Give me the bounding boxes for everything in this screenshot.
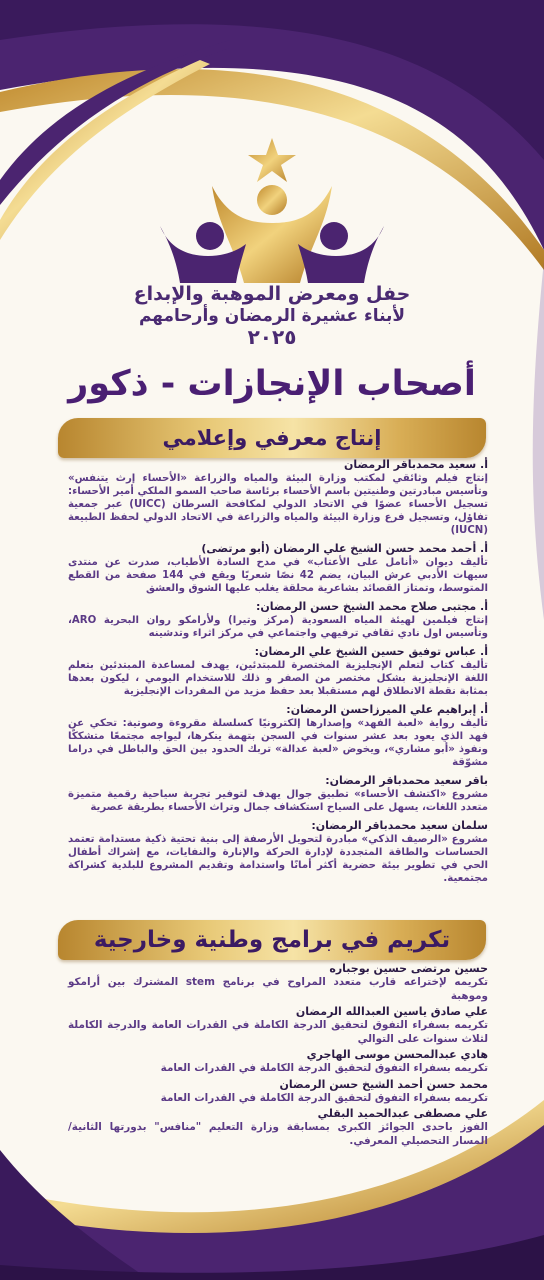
entry-name: حسين مرتضى حسين بوجباره bbox=[329, 962, 488, 975]
people-with-star-logo bbox=[150, 128, 395, 288]
section2-ribbon bbox=[58, 920, 486, 960]
entry-text: الفوز باحدى الجوائز الكبرى بمسابقة وزارة التعليم "منافس" بدورتها الثانية/ المسار التحصيلي المعرفي. bbox=[68, 1121, 488, 1147]
entry-text: تكريمه بسفراء التفوق لتحقيق الدرجة الكاملة في القدرات العامة bbox=[160, 1091, 488, 1104]
entry-text: تكريمه لإختراعه قارب متعدد المراوح في برنامج stem المشترك بين أرامكو وموهبة bbox=[68, 976, 488, 1002]
section2-title: تكريم في برامج وطنية وخارجية bbox=[93, 927, 451, 953]
section2-list bbox=[68, 962, 488, 1150]
list-item bbox=[68, 542, 488, 595]
list-item bbox=[68, 1048, 488, 1076]
left-person-head bbox=[196, 222, 224, 250]
list-item bbox=[68, 819, 488, 885]
entry-text: تأليف رواية «لعبة الفهد» وإصدارها إلكترونيًا كسلسلة مقروءة وصوتية: تحكي عن فهد الذي يعود بعد عشر سنوات في السجن بتهمة ينكرها، ليواجه مجتمعًا متشككًا ونفوذ «أبو مشاري»، ويخوض «لعبة عدالة» تربك الحدود بين الحق والباطل في دراما مشوّقة bbox=[68, 718, 488, 768]
entry-text: تأليف كتاب لتعلم الإنجليزية المختصرة للمبتدئين، يهدف لمساعدة المبتدئين بتعلم اللغة الإنجليزية بشكل مختصر من الصفر و ذلك للاستخدام اليومي ، ليكون بعدها بمثابة نقطة الانطلاق لهم مستقبلا بعد حفظ مزيد من المفردات الإنجليزية bbox=[68, 660, 488, 697]
list-item bbox=[68, 458, 488, 537]
list-item bbox=[68, 962, 488, 1003]
entry-text: تكريمه بسفراء التفوق لتحقيق الدرجة الكاملة في القدرات العامة والدرجة الكاملة لثلاث سنوات على التوالي bbox=[68, 1019, 488, 1045]
entry-name: سلمان سعيد محمدباقر الرمضان: bbox=[311, 819, 488, 832]
right-person-head bbox=[320, 222, 348, 250]
entry-text: مشروع «اكتشف الأحساء» تطبيق جوال يهدف لتوفير تجربة سياحية رقمية متميزة متعدد اللغات، يسهل على السياح استكشاف جمال وتراث الأحساء بطريقة عصرية bbox=[68, 789, 488, 813]
entry-text: مشروع «الرصيف الذكي» مبادرة لتحويل الأرصفة إلى بنية تحتية ذكية مستدامة تعتمد الحساسات والطاقة المتجددة لإدارة الحركة والإنارة والنفايات، مع إشراك أطفال الحي في تطوير بيئة حضرية أكثر أمانًا واستدامة وتقديم المشروع للبلدية كشراكة مجتمعية. bbox=[68, 834, 488, 884]
list-item bbox=[68, 1005, 488, 1046]
list-item bbox=[68, 703, 488, 769]
section1-list bbox=[68, 458, 488, 890]
entry-name: علي مصطفى عبدالحميد البقلي bbox=[317, 1107, 488, 1120]
list-item bbox=[68, 645, 488, 698]
list-item bbox=[68, 774, 488, 814]
entry-name: باقر سعيد محمدباقر الرمضان: bbox=[325, 774, 488, 787]
list-item bbox=[68, 1078, 488, 1106]
event-title-line1: حفل ومعرض الموهبة والإبداع bbox=[133, 283, 411, 305]
entry-name: هادي عبدالمحسن موسى الهاجري bbox=[306, 1048, 488, 1061]
main-title: أصحاب الإنجازات - ذكور bbox=[68, 364, 476, 404]
list-item bbox=[68, 1107, 488, 1148]
star-icon bbox=[248, 138, 296, 182]
event-year: ٢٠٢٥ bbox=[247, 325, 297, 349]
entry-name: أ. إبراهيم علي الميرزاحسن الرمضان: bbox=[286, 703, 488, 716]
entry-name: أ. مجتبى صلاح محمد الشيخ حسن الرمضان: bbox=[256, 600, 488, 613]
entry-text: إنتاج فيلمين لهيئة المياه السعودية (مركز وتيرا) ولأرامكو روان البحرية ARO، وتأسيس اول نادي ثقافي ترفيهي واجتماعي في مركز اثراء وتدشينه bbox=[68, 615, 488, 639]
entry-name: أ. عباس توفيق حسين الشيخ علي الرمضان: bbox=[254, 645, 488, 658]
list-item bbox=[68, 600, 488, 640]
section1-title: إنتاج معرفي وإعلامي bbox=[162, 426, 382, 450]
event-title-line2: لأبناء عشيرة الرمضان وأرحامهم bbox=[138, 306, 406, 326]
entry-text: تكريمه بسفراء التفوق لتحقيق الدرجة الكاملة في القدرات العامة bbox=[160, 1062, 488, 1074]
entry-text: تأليف ديوان «أنامل على الأعتاب» في مدح السادة الأطياب، صدرت عن منتدى سيهات الأدبي عرش البيان، يضم 42 نصًا شعريًا ويقع في 144 صفحة من القطع المتوسط، وتمتاز القصائد بشاعرية محلقة يغلب عليها الشوق والعشق bbox=[68, 557, 488, 594]
entry-name: أ. سعيد محمدباقر الرمضان bbox=[344, 458, 488, 471]
event-title bbox=[100, 283, 444, 347]
entry-name: أ. أحمد محمد حسن الشيخ علي الرمضان (أبو مرتضى) bbox=[201, 542, 488, 555]
center-person-head bbox=[257, 185, 287, 215]
entry-text: إنتاج فيلم وثائقي لمكتب وزارة البيئة والمياه والزراعة «الأحساء إرث يتنفس» وتأسيس مبادرتين وطنيتين باسم الأحساء برئاسة صاحب السمو الملكي أمير الأحساء: تسجيل الأحساء عضوًا في الاتحاد الدولي لمكافحة السرطان (UICC) عبر جمعية تفاؤل، وتسجيل فرع وزارة البيئة والمياه والزراعة في الاتحاد الدولي لحفظ الطبيعة (IUCN) bbox=[68, 473, 488, 536]
entry-name: علي صادق ياسين العبدالله الرمضان bbox=[295, 1005, 488, 1018]
entry-name: محمد حسن أحمد الشيخ حسن الرمضان bbox=[279, 1077, 488, 1091]
section1-ribbon bbox=[58, 418, 486, 458]
